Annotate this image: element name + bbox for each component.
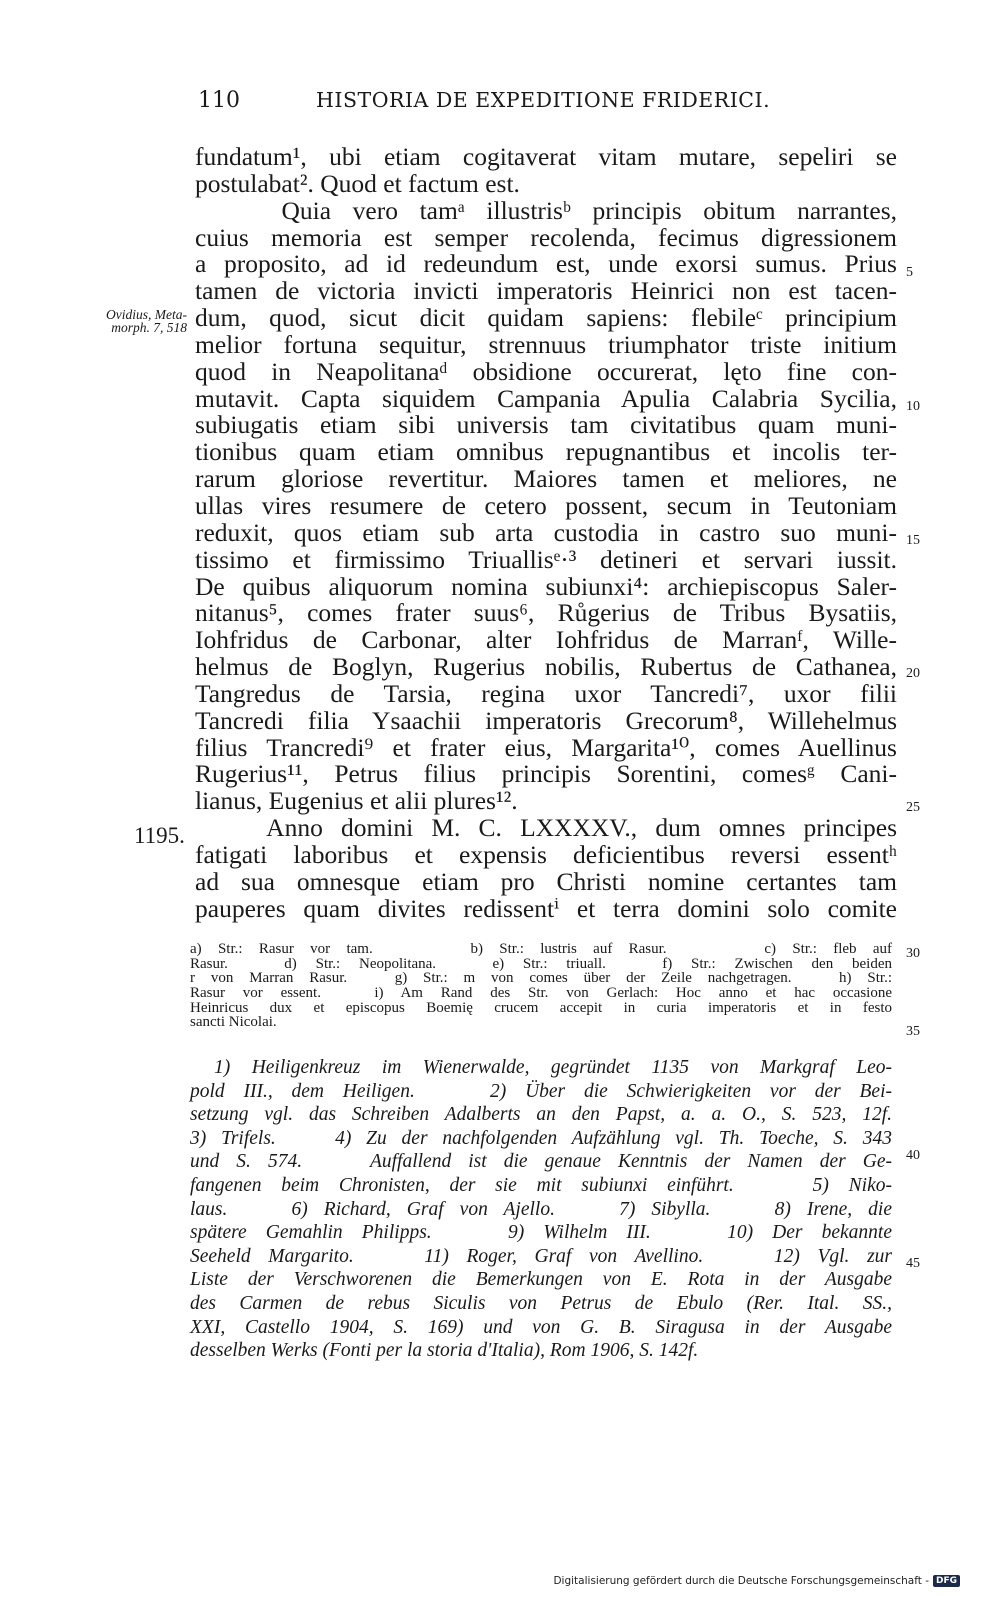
line-number: 10 bbox=[906, 399, 920, 414]
variant-line: Heinricus dux et episcopus Boemię crucem accepit in curia imperatoris et in festo bbox=[190, 999, 892, 1016]
variant-line: Rasur vor essent. i) Am Rand des Str. von Gerlach: Hoc anno et hac occasione bbox=[190, 985, 892, 1002]
line-number: 45 bbox=[906, 1256, 920, 1271]
main-text-line: a proposito, ad id redeundum est, unde exorsi sumus. Prius bbox=[195, 249, 897, 279]
margin-year: 1195. bbox=[134, 823, 185, 848]
main-text-line: tionibus quam etiam omnibus repugnantibus et incolis ter- bbox=[195, 437, 897, 467]
main-text-line: subiugatis etiam sibi universis tam civitatibus quam muni- bbox=[195, 410, 897, 440]
main-text-line: cuius memoria est semper recolenda, fecimus digressionem bbox=[195, 222, 897, 252]
variant-line: sancti Nicolai. bbox=[190, 1014, 277, 1031]
textual-variants-apparatus bbox=[190, 942, 892, 1030]
footnote-line: 3) Trifels. 4) Zu der nachfolgenden Aufzählung vgl. Th. Toeche, S. 343 bbox=[190, 1127, 892, 1149]
main-text-line: fatigati laboribus et expensis deficientibus reversi essentʰ bbox=[195, 839, 897, 869]
margin-citation-line: Ovidius, Meta- bbox=[106, 307, 187, 322]
footnote-line: fangenen beim Chronisten, der sie mit subiunxi einführt. 5) Niko- bbox=[190, 1174, 892, 1196]
footnote-line: laus. 6) Richard, Graf von Ajello. 7) Sibylla. 8) Irene, die bbox=[190, 1198, 892, 1220]
running-title: HISTORIA DE EXPEDITIONE FRIDERICI. bbox=[316, 88, 771, 112]
footnote-line: desselben Werks (Fonti per la storia d'Italia), Rom 1906, S. 142f. bbox=[190, 1340, 699, 1362]
main-text-line: tamen de victoria invicti imperatoris Heinrici non est tacen- bbox=[195, 276, 897, 306]
line-number: 20 bbox=[906, 666, 920, 681]
variant-line: a) Str.: Rasur vor tam. b) Str.: lustris auf Rasur. c) Str.: fleb auf bbox=[190, 941, 892, 957]
main-text-line: Iohfridus de Carbonar, alter Iohfridus de Marranᶠ, Wille- bbox=[195, 625, 897, 655]
line-number: 15 bbox=[906, 533, 920, 548]
main-text-line: mutavit. Capta siquidem Campania Apulia Calabria Sycilia, bbox=[195, 383, 897, 413]
line-number: 40 bbox=[906, 1148, 920, 1163]
line-number: 35 bbox=[906, 1024, 920, 1039]
main-text-line: pauperes quam divites redissentⁱ et terra domini solo comite bbox=[195, 893, 897, 923]
main-text-line: fundatum¹, ubi etiam cogitaverat vitam mutare, sepeliri se bbox=[195, 142, 897, 171]
footnotes bbox=[190, 1056, 892, 1363]
credit-text: Digitalisierung gefördert durch die Deutsche Forschungsgemeinschaft - bbox=[553, 1575, 929, 1587]
main-text-line: De quibus aliquorum nomina subiunxi⁴: archiepiscopus Saler- bbox=[195, 571, 897, 601]
main-text-line: postulabat². Quod et factum est. bbox=[195, 168, 520, 198]
main-text-line: Tangredus de Tarsia, regina uxor Tancredi⁷, uxor filii bbox=[195, 678, 897, 708]
main-text-line: tissimo et firmissimo Triuallisᵉ·³ detineri et servari iussit. bbox=[195, 544, 897, 574]
variant-line: Rasur. d) Str.: Neopolitana. e) Str.: triuall. f) Str.: Zwischen den beiden bbox=[190, 955, 892, 972]
main-text-line: rarum gloriose revertitur. Maiores tamen et meliores, ne bbox=[195, 464, 897, 494]
main-text-line: Quia vero tamᵃ illustrisᵇ principis obitum narrantes, bbox=[195, 195, 897, 225]
line-number: 30 bbox=[906, 946, 920, 961]
dfg-logo: DFG bbox=[933, 1575, 960, 1587]
margin-citation bbox=[62, 308, 187, 334]
footnote-line: setzung vgl. das Schreiben Adalberts an den Papst, a. a. O., S. 523, 12f. bbox=[190, 1104, 892, 1126]
main-text-line: ullas vires resumere de cetero possent, secum in Teutoniam bbox=[195, 490, 897, 520]
main-text-line: filius Trancredi⁹ et frater eius, Margarita¹⁰, comes Auellinus bbox=[195, 732, 897, 762]
main-text-line: Tancredi filia Ysaachii imperatoris Grecorum⁸, Willehelmus bbox=[195, 705, 897, 735]
footnote-line: 1) Heiligenkreuz im Wienerwalde, gegründet 1135 von Markgraf Leo- bbox=[214, 1057, 892, 1078]
footnote-line: spätere Gemahlin Philipps. 9) Wilhelm III. 10) Der bekannte bbox=[190, 1222, 892, 1244]
main-text-line: nitanus⁵, comes frater suus⁶, Růgerius de Tribus Bysatiis, bbox=[195, 598, 897, 628]
main-text-line: lianus, Eugenius et alii plures¹². bbox=[195, 786, 518, 816]
main-text-block bbox=[195, 144, 897, 922]
main-text-line: helmus de Boglyn, Rugerius nobilis, Rubertus de Cathanea, bbox=[195, 652, 897, 682]
main-text-line: Rugerius¹¹, Petrus filius principis Sorentini, comesᵍ Cani- bbox=[195, 759, 897, 789]
line-number: 25 bbox=[906, 800, 920, 815]
main-text-line: Anno domini M. C. LXXXXV., dum omnes principes bbox=[195, 813, 897, 843]
footnote-line: Seeheld Margarito. 11) Roger, Graf von Avellino. 12) Vgl. zur bbox=[190, 1245, 892, 1267]
footnote-line: des Carmen de rebus Siculis von Petrus de Ebulo (Rer. Ital. SS., bbox=[190, 1292, 892, 1314]
footnote-line: XXI, Castello 1904, S. 169) und von G. B. Siragusa in der Ausgabe bbox=[190, 1316, 892, 1338]
main-text-line: melior fortuna sequitur, strennuus triumphator triste initium bbox=[195, 329, 897, 359]
main-text-line: reduxit, quos etiam sub arta custodia in castro suo muni- bbox=[195, 517, 897, 547]
main-text-line: dum, quod, sicut dicit quidam sapiens: flebileᶜ principium bbox=[195, 303, 897, 333]
page-number: 110 bbox=[198, 88, 240, 113]
line-number: 5 bbox=[906, 265, 913, 280]
digitization-credit bbox=[553, 1575, 960, 1587]
variant-line: r von Marran Rasur. g) Str.: m von comes über der Zeile nachgetragen. h) Str.: bbox=[190, 970, 892, 987]
footnote-line: pold III., dem Heiligen. 2) Über die Schwierigkeiten vor der Bei- bbox=[190, 1080, 892, 1102]
footnote-line: und S. 574. Auffallend ist die genaue Kenntnis der Namen der Ge- bbox=[190, 1151, 892, 1173]
main-text-line: quod in Neapolitanaᵈ obsidione occurerat, lęto fine con- bbox=[195, 356, 897, 386]
page-header bbox=[198, 88, 898, 124]
footnote-line: Liste der Verschworenen die Bemerkungen von E. Rota in der Ausgabe bbox=[190, 1269, 892, 1291]
main-text-line: ad sua omnesque etiam pro Christi nomine certantes tam bbox=[195, 866, 897, 896]
margin-citation-line: morph. 7, 518 bbox=[111, 320, 187, 335]
